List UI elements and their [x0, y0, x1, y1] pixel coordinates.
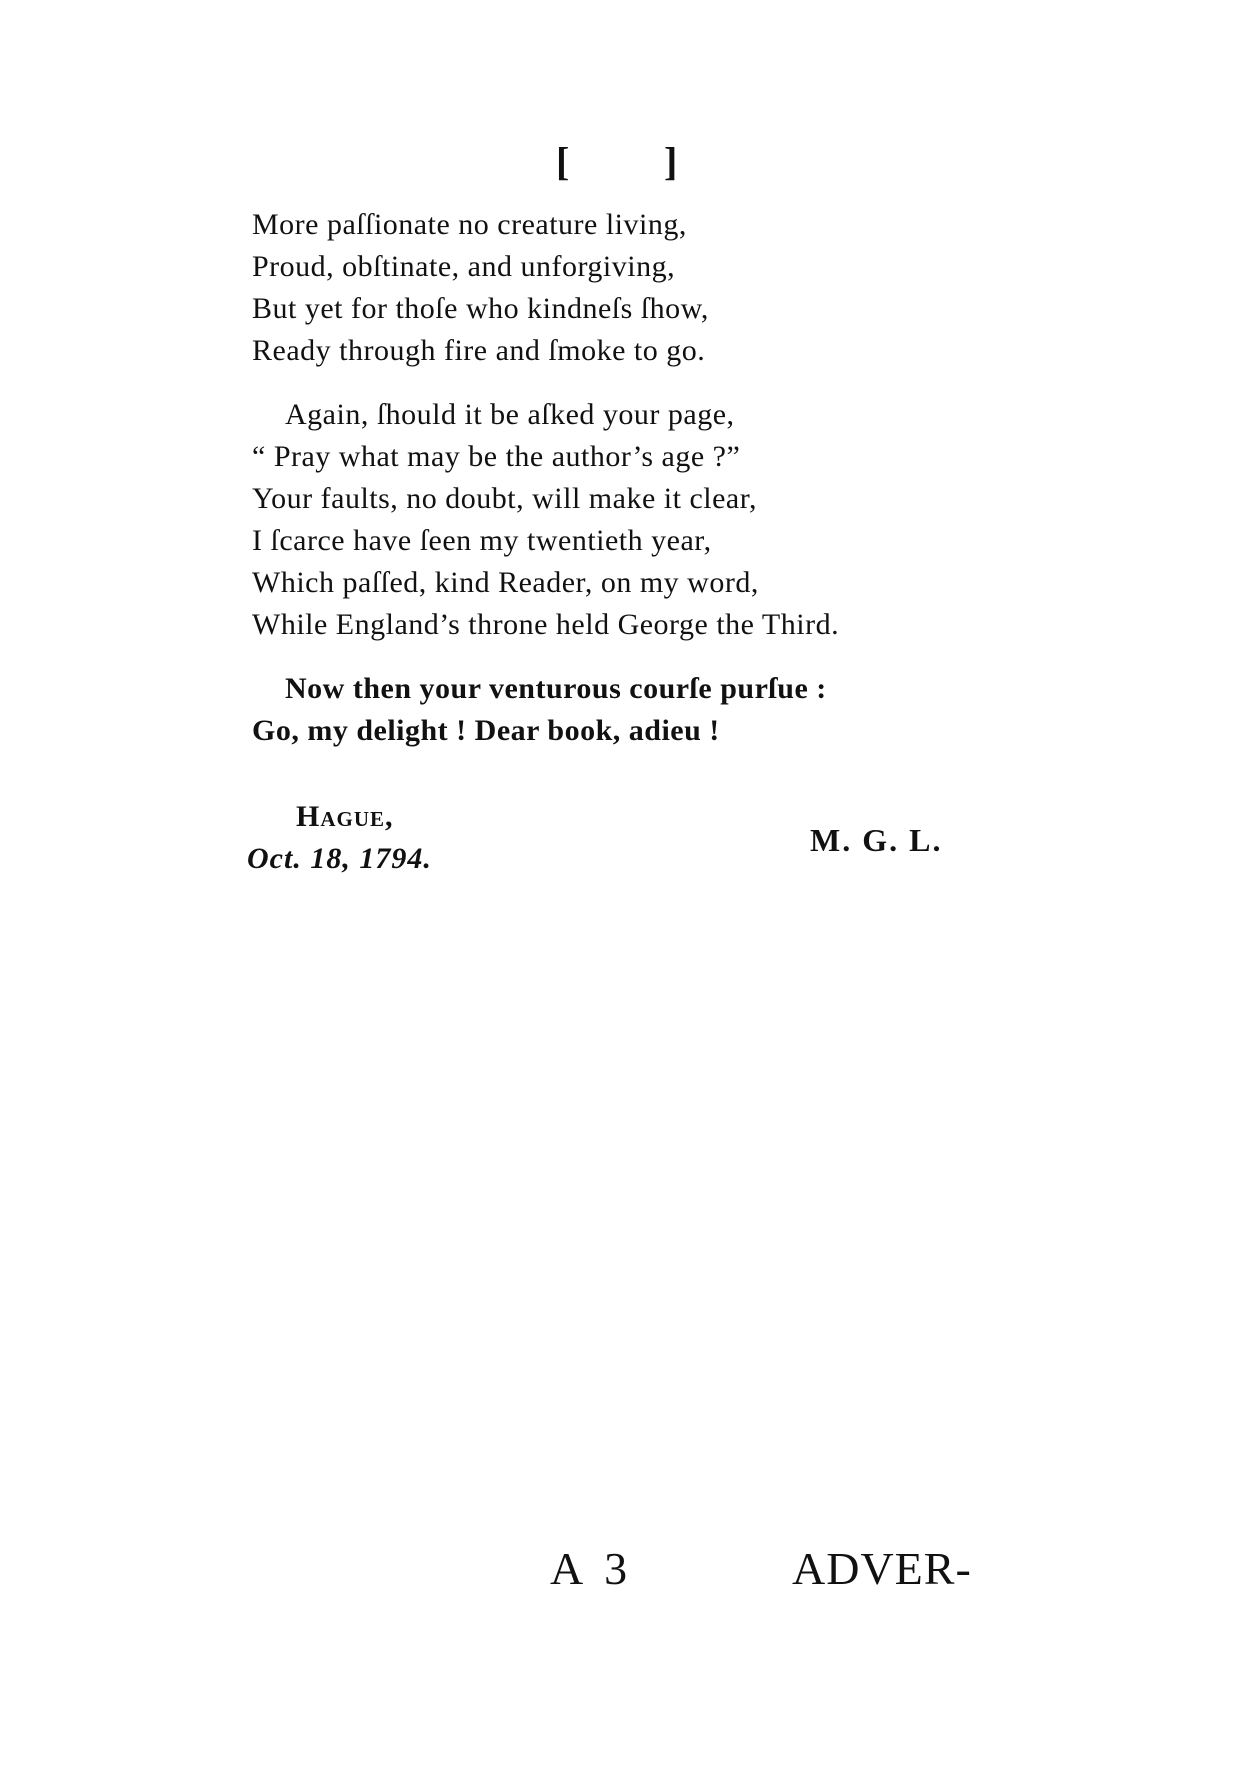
- catchword: ADVER-: [792, 1543, 972, 1594]
- poem-line: Your faults, no doubt, will make it clear,: [252, 482, 758, 515]
- stanza-3: [252, 668, 1012, 752]
- poem-line: But yet for thoſe who kindneſs ſhow,: [252, 292, 709, 325]
- poem-line: Go, my delight ! Dear book, adieu !: [252, 714, 720, 747]
- poem-line: I ſcarce have ſeen my twentieth year,: [252, 524, 712, 557]
- poem-line: “ Pray what may be the author’s age ?”: [252, 440, 741, 473]
- printer-signature-mark: A 3: [550, 1543, 634, 1594]
- poem-line: Now then your venturous courſe purſue :: [285, 672, 827, 705]
- poem-line: Again, ſhould it be aſked your page,: [285, 398, 735, 431]
- stanza-2: [252, 394, 1012, 646]
- author-initials: M. G. L.: [810, 822, 943, 858]
- poem-line: Ready through fire and ſmoke to go.: [252, 334, 706, 367]
- signature-date: Oct. 18, 1794.: [247, 842, 432, 875]
- poem-line: Which paſſed, kind Reader, on my word,: [252, 566, 759, 599]
- bracket-right: ]: [664, 139, 678, 184]
- poem-line: Proud, obſtinate, and unforgiving,: [252, 250, 676, 283]
- signature-place: Hague,: [296, 800, 394, 833]
- poem-line: More paſſionate no creature living,: [252, 208, 687, 241]
- poem-line: While England’s throne held George the Third.: [252, 608, 840, 641]
- bracket-left: [: [556, 139, 570, 184]
- stanza-1: [252, 204, 1012, 372]
- poem: [252, 204, 1012, 774]
